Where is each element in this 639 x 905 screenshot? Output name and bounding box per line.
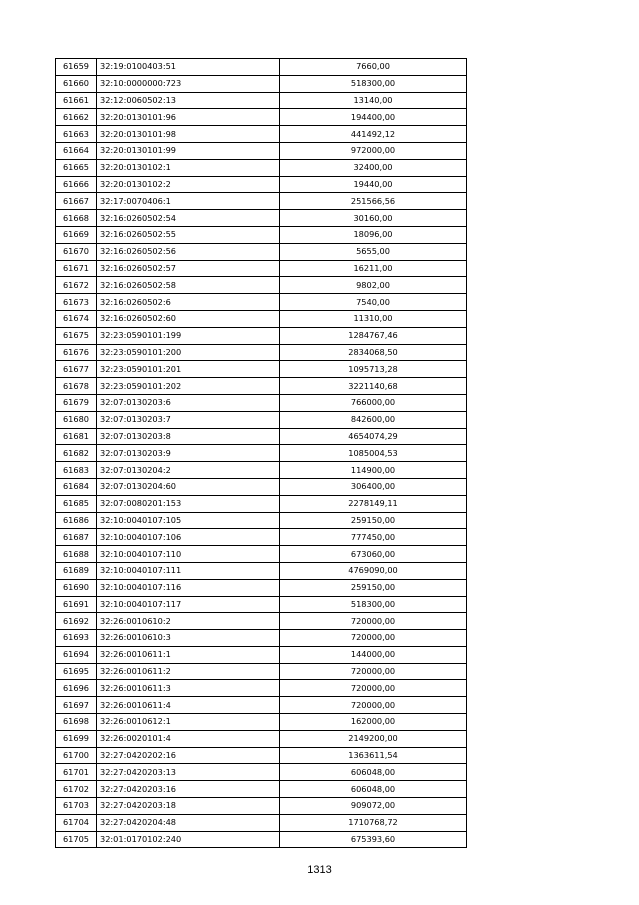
row-number-cell: 61685 [56, 495, 97, 512]
row-number-cell: 61684 [56, 478, 97, 495]
row-number-cell: 61679 [56, 394, 97, 411]
table-row [56, 344, 467, 361]
value-cell: 518300,00 [280, 75, 467, 92]
value-cell: 720000,00 [280, 613, 467, 630]
row-number-cell: 61698 [56, 714, 97, 731]
value-cell: 1095713,28 [280, 361, 467, 378]
table-row [56, 428, 467, 445]
row-number-cell: 61660 [56, 75, 97, 92]
table-row [56, 697, 467, 714]
row-number-cell: 61697 [56, 697, 97, 714]
cadastral-number-cell: 32:26:0010612:1 [97, 714, 280, 731]
table-row [56, 663, 467, 680]
table-row [56, 294, 467, 311]
value-cell: 4769090,00 [280, 562, 467, 579]
table-row [56, 260, 467, 277]
table-row [56, 730, 467, 747]
value-cell: 441492,12 [280, 126, 467, 143]
cadastral-value-table [55, 58, 467, 848]
value-cell: 720000,00 [280, 697, 467, 714]
row-number-cell: 61687 [56, 529, 97, 546]
row-number-cell: 61668 [56, 210, 97, 227]
table-row [56, 445, 467, 462]
row-number-cell: 61693 [56, 630, 97, 647]
cadastral-number-cell: 32:26:0010610:3 [97, 630, 280, 647]
row-number-cell: 61696 [56, 680, 97, 697]
value-cell: 259150,00 [280, 512, 467, 529]
cadastral-number-cell: 32:16:0260502:58 [97, 277, 280, 294]
cadastral-number-cell: 32:07:0130203:9 [97, 445, 280, 462]
value-cell: 13140,00 [280, 92, 467, 109]
cadastral-number-cell: 32:27:0420203:18 [97, 798, 280, 815]
value-cell: 4654074,29 [280, 428, 467, 445]
row-number-cell: 61673 [56, 294, 97, 311]
table-row [56, 277, 467, 294]
table-row [56, 562, 467, 579]
cadastral-number-cell: 32:26:0010611:1 [97, 646, 280, 663]
cadastral-number-cell: 32:23:0590101:199 [97, 327, 280, 344]
table-row [56, 630, 467, 647]
cadastral-number-cell: 32:26:0010611:4 [97, 697, 280, 714]
value-cell: 9802,00 [280, 277, 467, 294]
cadastral-number-cell: 32:20:0130101:96 [97, 109, 280, 126]
table-row [56, 613, 467, 630]
value-cell: 1284767,46 [280, 327, 467, 344]
table-row [56, 781, 467, 798]
table-row [56, 462, 467, 479]
value-cell: 5655,00 [280, 243, 467, 260]
table-row [56, 226, 467, 243]
value-cell: 162000,00 [280, 714, 467, 731]
row-number-cell: 61675 [56, 327, 97, 344]
table-row [56, 646, 467, 663]
table-row [56, 109, 467, 126]
row-number-cell: 61664 [56, 142, 97, 159]
cadastral-number-cell: 32:10:0040107:117 [97, 596, 280, 613]
row-number-cell: 61678 [56, 378, 97, 395]
row-number-cell: 61661 [56, 92, 97, 109]
row-number-cell: 61700 [56, 747, 97, 764]
table-row [56, 59, 467, 76]
cadastral-number-cell: 32:10:0000000:723 [97, 75, 280, 92]
value-cell: 1710768,72 [280, 814, 467, 831]
value-cell: 251566,56 [280, 193, 467, 210]
cadastral-number-cell: 32:10:0040107:110 [97, 546, 280, 563]
table-row [56, 747, 467, 764]
table-row [56, 327, 467, 344]
value-cell: 32400,00 [280, 159, 467, 176]
cadastral-number-cell: 32:16:0260502:56 [97, 243, 280, 260]
value-cell: 7660,00 [280, 59, 467, 76]
cadastral-number-cell: 32:10:0040107:111 [97, 562, 280, 579]
cadastral-number-cell: 32:20:0130102:2 [97, 176, 280, 193]
row-number-cell: 61694 [56, 646, 97, 663]
table-row [56, 378, 467, 395]
value-cell: 144000,00 [280, 646, 467, 663]
table-row [56, 176, 467, 193]
cadastral-number-cell: 32:16:0260502:60 [97, 310, 280, 327]
cadastral-number-cell: 32:10:0040107:116 [97, 579, 280, 596]
table-row [56, 210, 467, 227]
value-cell: 777450,00 [280, 529, 467, 546]
row-number-cell: 61701 [56, 764, 97, 781]
table-row [56, 529, 467, 546]
value-cell: 972000,00 [280, 142, 467, 159]
row-number-cell: 61688 [56, 546, 97, 563]
value-cell: 909072,00 [280, 798, 467, 815]
table-body [56, 59, 467, 848]
row-number-cell: 61672 [56, 277, 97, 294]
cadastral-number-cell: 32:23:0590101:200 [97, 344, 280, 361]
cadastral-number-cell: 32:26:0010611:2 [97, 663, 280, 680]
cadastral-number-cell: 32:12:0060502:13 [97, 92, 280, 109]
value-cell: 3221140,68 [280, 378, 467, 395]
cadastral-number-cell: 32:10:0040107:105 [97, 512, 280, 529]
table-row [56, 75, 467, 92]
row-number-cell: 61695 [56, 663, 97, 680]
row-number-cell: 61683 [56, 462, 97, 479]
row-number-cell: 61681 [56, 428, 97, 445]
cadastral-number-cell: 32:17:0070406:1 [97, 193, 280, 210]
cadastral-number-cell: 32:27:0420204:48 [97, 814, 280, 831]
table-row [56, 243, 467, 260]
value-cell: 1085004,53 [280, 445, 467, 462]
row-number-cell: 61659 [56, 59, 97, 76]
row-number-cell: 61680 [56, 411, 97, 428]
table-row [56, 579, 467, 596]
cadastral-number-cell: 32:19:0100403:51 [97, 59, 280, 76]
cadastral-number-cell: 32:07:0080201:153 [97, 495, 280, 512]
value-cell: 194400,00 [280, 109, 467, 126]
table-row [56, 764, 467, 781]
table-row [56, 411, 467, 428]
table-row [56, 310, 467, 327]
value-cell: 673060,00 [280, 546, 467, 563]
page-number: 1313 [307, 864, 332, 876]
row-number-cell: 61692 [56, 613, 97, 630]
value-cell: 606048,00 [280, 764, 467, 781]
row-number-cell: 61666 [56, 176, 97, 193]
value-cell: 306400,00 [280, 478, 467, 495]
row-number-cell: 61686 [56, 512, 97, 529]
row-number-cell: 61689 [56, 562, 97, 579]
value-cell: 114900,00 [280, 462, 467, 479]
value-cell: 259150,00 [280, 579, 467, 596]
cadastral-number-cell: 32:26:0020101:4 [97, 730, 280, 747]
table-row [56, 596, 467, 613]
cadastral-number-cell: 32:16:0260502:57 [97, 260, 280, 277]
cadastral-number-cell: 32:10:0040107:106 [97, 529, 280, 546]
table-row [56, 92, 467, 109]
row-number-cell: 61682 [56, 445, 97, 462]
table-row [56, 478, 467, 495]
table-row [56, 814, 467, 831]
table-row [56, 546, 467, 563]
value-cell: 766000,00 [280, 394, 467, 411]
value-cell: 7540,00 [280, 294, 467, 311]
table-row [56, 680, 467, 697]
table-row [56, 159, 467, 176]
value-cell: 16211,00 [280, 260, 467, 277]
row-number-cell: 61704 [56, 814, 97, 831]
row-number-cell: 61667 [56, 193, 97, 210]
row-number-cell: 61670 [56, 243, 97, 260]
cadastral-number-cell: 32:16:0260502:55 [97, 226, 280, 243]
row-number-cell: 61663 [56, 126, 97, 143]
cadastral-number-cell: 32:16:0260502:6 [97, 294, 280, 311]
row-number-cell: 61674 [56, 310, 97, 327]
cadastral-number-cell: 32:01:0170102:240 [97, 831, 280, 848]
row-number-cell: 61676 [56, 344, 97, 361]
value-cell: 2149200,00 [280, 730, 467, 747]
cadastral-number-cell: 32:07:0130203:8 [97, 428, 280, 445]
cadastral-number-cell: 32:16:0260502:54 [97, 210, 280, 227]
cadastral-number-cell: 32:20:0130101:99 [97, 142, 280, 159]
cadastral-number-cell: 32:07:0130204:60 [97, 478, 280, 495]
row-number-cell: 61677 [56, 361, 97, 378]
table-row [56, 495, 467, 512]
value-cell: 18096,00 [280, 226, 467, 243]
value-cell: 2278149,11 [280, 495, 467, 512]
cadastral-number-cell: 32:27:0420203:13 [97, 764, 280, 781]
table-row [56, 394, 467, 411]
value-cell: 842600,00 [280, 411, 467, 428]
value-cell: 11310,00 [280, 310, 467, 327]
value-cell: 1363611,54 [280, 747, 467, 764]
value-cell: 720000,00 [280, 680, 467, 697]
row-number-cell: 61690 [56, 579, 97, 596]
cadastral-number-cell: 32:26:0010610:2 [97, 613, 280, 630]
row-number-cell: 61665 [56, 159, 97, 176]
row-number-cell: 61699 [56, 730, 97, 747]
value-cell: 2834068,50 [280, 344, 467, 361]
cadastral-number-cell: 32:07:0130204:2 [97, 462, 280, 479]
value-cell: 720000,00 [280, 663, 467, 680]
cadastral-number-cell: 32:27:0420203:16 [97, 781, 280, 798]
value-cell: 606048,00 [280, 781, 467, 798]
table-row [56, 831, 467, 848]
row-number-cell: 61691 [56, 596, 97, 613]
table-row [56, 193, 467, 210]
cadastral-number-cell: 32:07:0130203:7 [97, 411, 280, 428]
table-row [56, 126, 467, 143]
cadastral-number-cell: 32:20:0130102:1 [97, 159, 280, 176]
value-cell: 675393,60 [280, 831, 467, 848]
row-number-cell: 61705 [56, 831, 97, 848]
cadastral-number-cell: 32:27:0420202:16 [97, 747, 280, 764]
value-cell: 19440,00 [280, 176, 467, 193]
row-number-cell: 61662 [56, 109, 97, 126]
row-number-cell: 61671 [56, 260, 97, 277]
value-cell: 518300,00 [280, 596, 467, 613]
table-row [56, 361, 467, 378]
row-number-cell: 61703 [56, 798, 97, 815]
cadastral-number-cell: 32:23:0590101:202 [97, 378, 280, 395]
cadastral-number-cell: 32:20:0130101:98 [97, 126, 280, 143]
value-cell: 720000,00 [280, 630, 467, 647]
cadastral-number-cell: 32:23:0590101:201 [97, 361, 280, 378]
row-number-cell: 61702 [56, 781, 97, 798]
value-cell: 30160,00 [280, 210, 467, 227]
table-row [56, 142, 467, 159]
table-row [56, 512, 467, 529]
cadastral-number-cell: 32:07:0130203:6 [97, 394, 280, 411]
row-number-cell: 61669 [56, 226, 97, 243]
table-row [56, 798, 467, 815]
cadastral-number-cell: 32:26:0010611:3 [97, 680, 280, 697]
table-row [56, 714, 467, 731]
